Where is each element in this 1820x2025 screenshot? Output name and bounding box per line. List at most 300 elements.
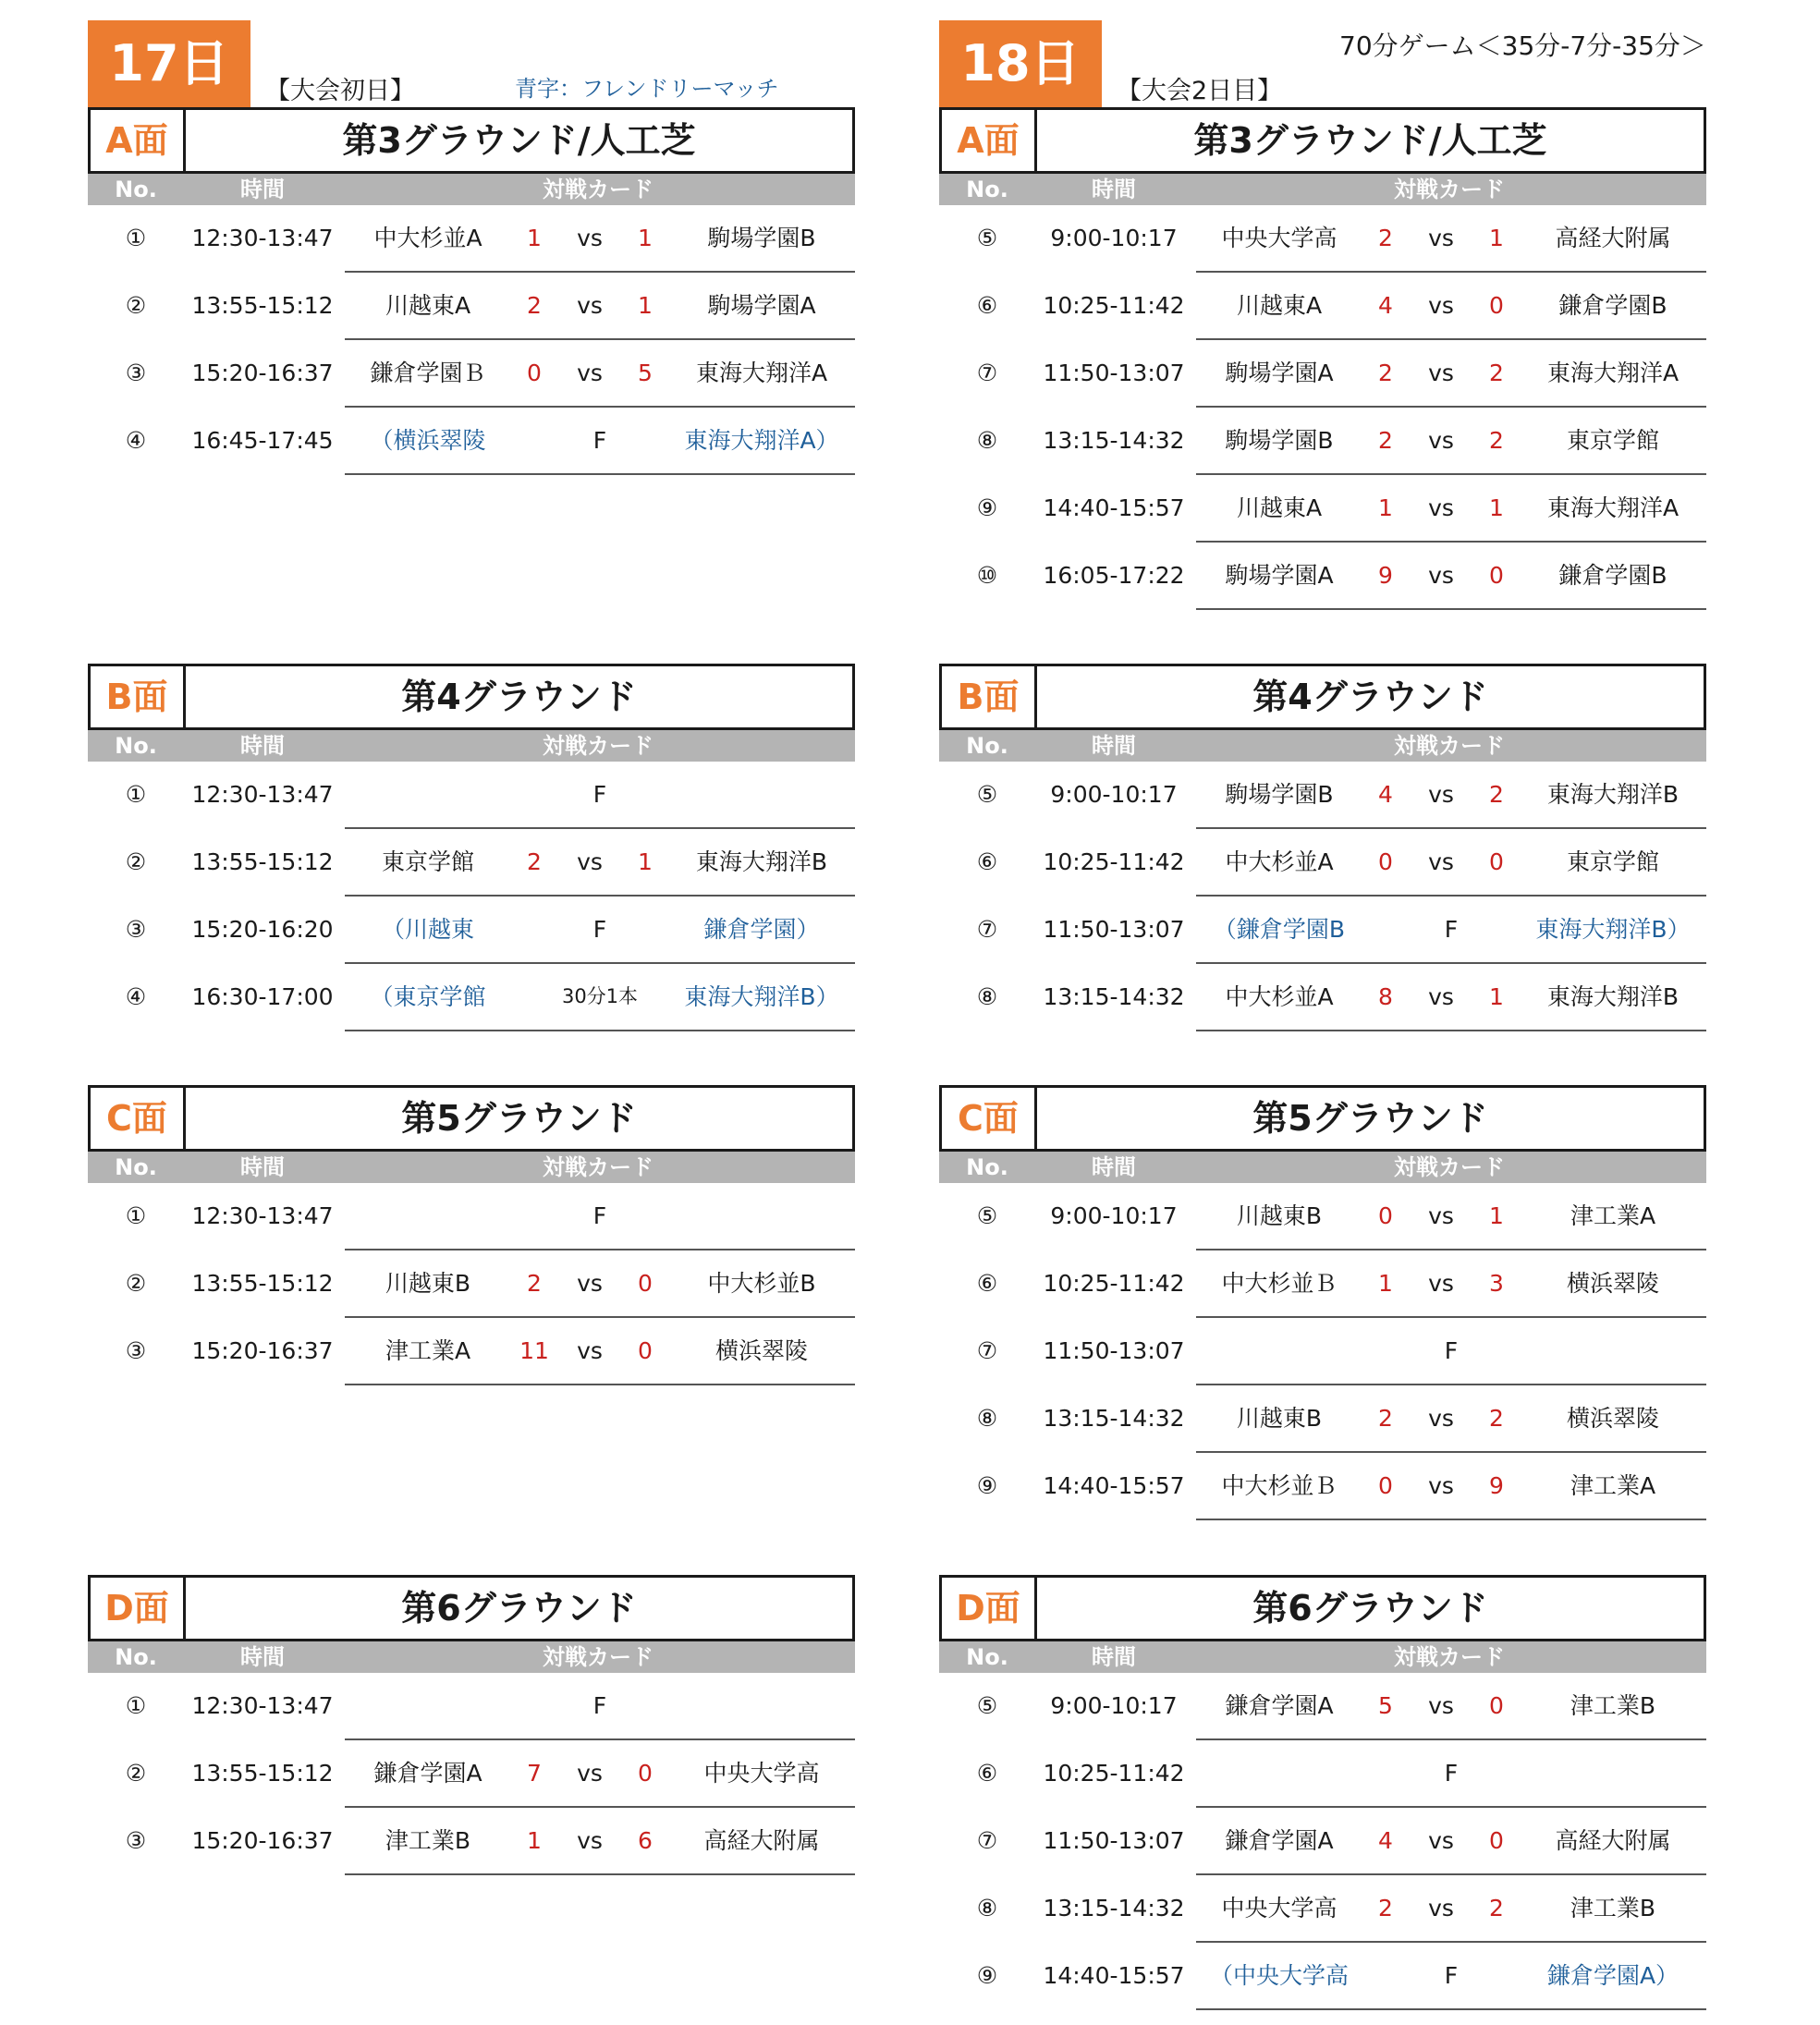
match-row — [88, 1808, 855, 1875]
match-row — [939, 1740, 1706, 1808]
away-team: 鎌倉学園A） — [1546, 1962, 1680, 1989]
home-score: 7 — [527, 1760, 542, 1787]
home-score: 9 — [1378, 562, 1393, 589]
match-number: ⑥ — [976, 292, 998, 319]
away-score: 9 — [1489, 1472, 1504, 1499]
away-team: 高経大附属 — [1555, 1827, 1671, 1854]
vs-label: vs — [1428, 1827, 1454, 1854]
match-card-header: 対戦カード — [1394, 733, 1505, 759]
match-card-header: 対戦カード — [543, 1644, 653, 1670]
home-score: 2 — [527, 1270, 542, 1297]
match-number: ③ — [125, 1337, 147, 1364]
court-label: D面 — [942, 1578, 1037, 1639]
match-row — [88, 1318, 855, 1385]
home-score: 1 — [1378, 1270, 1393, 1297]
match-number: ③ — [125, 916, 147, 943]
match-row — [939, 1875, 1706, 1943]
home-score: 2 — [1378, 360, 1393, 386]
match-number: ③ — [125, 360, 147, 386]
away-team: 津工業A — [1570, 1472, 1656, 1499]
home-team: 鎌倉学園A — [1225, 1827, 1334, 1854]
away-team: 東海大翔洋B — [1546, 983, 1680, 1010]
away-team: 駒場学園A — [707, 292, 816, 319]
match-row — [939, 1318, 1706, 1385]
home-score: 1 — [1378, 494, 1393, 521]
match-time: 13:15-14:32 — [1043, 983, 1185, 1010]
time-header: 時間 — [1092, 733, 1136, 759]
vs-label: vs — [1428, 1202, 1454, 1229]
away-team: 東海大翔洋B） — [684, 983, 839, 1010]
home-team: （東京学館 — [370, 983, 486, 1010]
home-team: 駒場学園A — [1225, 562, 1334, 589]
away-team: 東海大翔洋B） — [1535, 916, 1691, 943]
away-score: 2 — [1489, 1405, 1504, 1432]
column-headers — [939, 1641, 1706, 1673]
court-header — [939, 1085, 1706, 1152]
away-team: 高経大附属 — [703, 1827, 820, 1854]
match-row — [939, 964, 1706, 1031]
home-score: 4 — [1378, 1827, 1393, 1854]
home-score: 2 — [1378, 427, 1393, 454]
ground-name: 第5グラウンド — [1252, 1098, 1488, 1139]
court-header — [939, 1575, 1706, 1641]
column-headers — [88, 1641, 855, 1673]
no-header: No. — [115, 733, 157, 759]
home-team: 中央大学高 — [1221, 1895, 1338, 1921]
match-time: 16:30-17:00 — [191, 983, 334, 1010]
home-score: 5 — [1378, 1692, 1393, 1719]
no-header: No. — [966, 733, 1008, 759]
away-team: 東海大翔洋A — [695, 360, 828, 386]
match-number: ③ — [125, 1827, 147, 1854]
court-d-schedule — [939, 1575, 1706, 2010]
match-row — [88, 1740, 855, 1808]
match-status: F — [1444, 1760, 1459, 1787]
match-number: ⑥ — [976, 1760, 998, 1787]
match-time: 15:20-16:37 — [191, 1337, 334, 1364]
vs-label: vs — [1428, 1270, 1454, 1297]
home-team: 川越東A — [1236, 292, 1323, 319]
vs-label: vs — [577, 848, 603, 875]
away-score: 5 — [638, 360, 653, 386]
match-time: 9:00-10:17 — [1050, 781, 1178, 808]
day-subtitle: 【大会2日目】 — [1117, 77, 1283, 105]
match-number: ④ — [125, 983, 147, 1010]
match-row — [88, 1250, 855, 1318]
away-team: 津工業A — [1570, 1202, 1656, 1229]
match-time: 12:30-13:47 — [191, 225, 334, 251]
match-time: 13:15-14:32 — [1043, 427, 1185, 454]
home-team: 中大杉並A — [373, 225, 482, 251]
match-number: ⑨ — [976, 1472, 998, 1499]
match-number: ⑩ — [976, 562, 998, 589]
match-status: 30分1本 — [561, 985, 639, 1007]
match-number: ⑥ — [976, 848, 998, 875]
match-number: ② — [125, 848, 147, 875]
court-header — [88, 107, 855, 174]
match-row — [939, 897, 1706, 964]
match-row — [939, 1183, 1706, 1250]
match-time: 15:20-16:37 — [191, 360, 334, 386]
match-time: 10:25-11:42 — [1043, 848, 1185, 875]
match-time: 11:50-13:07 — [1043, 1337, 1185, 1364]
home-score: 2 — [527, 848, 542, 875]
time-header: 時間 — [240, 1154, 285, 1180]
row-divider — [345, 1384, 855, 1385]
time-header: 時間 — [240, 177, 285, 202]
match-status: F — [592, 916, 607, 943]
match-number: ② — [125, 1270, 147, 1297]
home-team: 中央大学高 — [1221, 225, 1338, 251]
home-score: 4 — [1378, 781, 1393, 808]
match-time: 9:00-10:17 — [1050, 1692, 1178, 1719]
away-score: 3 — [1489, 1270, 1504, 1297]
home-team: （中央大学高 — [1209, 1962, 1349, 1989]
row-divider — [1196, 2008, 1706, 2010]
match-status: F — [1444, 1337, 1459, 1364]
match-time: 14:40-15:57 — [1043, 1472, 1185, 1499]
match-time: 13:55-15:12 — [191, 848, 334, 875]
away-team: 駒場学園B — [707, 225, 816, 251]
home-team: 駒場学園B — [1225, 781, 1334, 808]
away-score: 2 — [1489, 360, 1504, 386]
time-header: 時間 — [1092, 1154, 1136, 1180]
match-row — [939, 408, 1706, 475]
away-score: 1 — [1489, 1202, 1504, 1229]
row-divider — [1196, 1519, 1706, 1520]
day-badge: 18日 — [939, 20, 1102, 107]
home-score: 2 — [1378, 225, 1393, 251]
time-header: 時間 — [1092, 1644, 1136, 1670]
away-team: 鎌倉学園B — [1558, 562, 1667, 589]
away-team: 中央大学高 — [703, 1760, 820, 1787]
match-time: 9:00-10:17 — [1050, 225, 1178, 251]
vs-label: vs — [1428, 427, 1454, 454]
away-team: 横浜翠陵 — [1566, 1405, 1659, 1432]
home-score: 2 — [1378, 1895, 1393, 1921]
match-time: 10:25-11:42 — [1043, 292, 1185, 319]
home-team: （横浜翠陵 — [370, 427, 486, 454]
match-row — [939, 205, 1706, 273]
row-divider — [1196, 608, 1706, 610]
court-label: C面 — [942, 1088, 1037, 1149]
away-team: 津工業B — [1570, 1692, 1656, 1719]
row-divider — [345, 1030, 855, 1031]
away-team: 東海大翔洋A — [1546, 360, 1680, 386]
away-score: 1 — [1489, 225, 1504, 251]
match-number: ⑤ — [976, 1692, 998, 1719]
match-status: F — [592, 427, 607, 454]
match-row — [88, 762, 855, 829]
day-badge: 17日 — [88, 20, 250, 107]
no-header: No. — [115, 177, 157, 202]
match-row — [88, 964, 855, 1031]
column-headers — [939, 730, 1706, 762]
away-score: 1 — [1489, 494, 1504, 521]
away-score: 1 — [638, 225, 653, 251]
match-time: 12:30-13:47 — [191, 1692, 334, 1719]
match-time: 15:20-16:37 — [191, 1827, 334, 1854]
match-time: 9:00-10:17 — [1050, 1202, 1178, 1229]
court-label: A面 — [942, 110, 1037, 171]
away-score: 0 — [1489, 562, 1504, 589]
match-time: 13:55-15:12 — [191, 292, 334, 319]
away-team: 津工業B — [1570, 1895, 1656, 1921]
match-number: ⑧ — [976, 983, 998, 1010]
match-time: 10:25-11:42 — [1043, 1760, 1185, 1787]
row-divider — [1196, 1030, 1706, 1031]
home-score: 0 — [527, 360, 542, 386]
away-score: 0 — [1489, 1692, 1504, 1719]
match-row — [939, 340, 1706, 408]
court-header — [88, 1085, 855, 1152]
match-row — [939, 1250, 1706, 1318]
match-time: 11:50-13:07 — [1043, 1827, 1185, 1854]
away-score: 0 — [1489, 848, 1504, 875]
vs-label: vs — [577, 292, 603, 319]
match-number: ⑦ — [976, 916, 998, 943]
home-score: 1 — [527, 225, 542, 251]
match-row — [88, 829, 855, 897]
match-row — [88, 1183, 855, 1250]
match-number: ⑦ — [976, 1827, 998, 1854]
vs-label: vs — [1428, 1405, 1454, 1432]
ground-name: 第6グラウンド — [1252, 1588, 1488, 1629]
away-team: 鎌倉学園B — [1558, 292, 1667, 319]
vs-label: vs — [577, 1827, 603, 1854]
no-header: No. — [966, 1154, 1008, 1180]
away-team: 東海大翔洋A） — [684, 427, 839, 454]
match-number: ⑤ — [976, 781, 998, 808]
court-c-schedule — [939, 1085, 1706, 1520]
match-status: F — [592, 1692, 607, 1719]
vs-label: vs — [1428, 292, 1454, 319]
match-number: ① — [125, 1202, 147, 1229]
away-score: 2 — [1489, 781, 1504, 808]
match-row — [939, 829, 1706, 897]
match-number: ⑤ — [976, 225, 998, 251]
match-number: ④ — [125, 427, 147, 454]
vs-label: vs — [1428, 983, 1454, 1010]
court-b-schedule — [88, 664, 855, 1031]
home-score: 2 — [1378, 1405, 1393, 1432]
match-number: ⑦ — [976, 1337, 998, 1364]
match-time: 13:15-14:32 — [1043, 1895, 1185, 1921]
home-score: 4 — [1378, 292, 1393, 319]
vs-label: vs — [1428, 225, 1454, 251]
match-time: 16:45-17:45 — [191, 427, 334, 454]
match-number: ① — [125, 781, 147, 808]
court-b-schedule — [939, 664, 1706, 1031]
away-score: 2 — [1489, 1895, 1504, 1921]
vs-label: vs — [1428, 360, 1454, 386]
home-team: 中大杉並Ｂ — [1221, 1472, 1338, 1499]
match-status: F — [1444, 916, 1459, 943]
match-time: 11:50-13:07 — [1043, 916, 1185, 943]
home-team: （鎌倉学園B — [1213, 916, 1346, 943]
match-number: ① — [125, 225, 147, 251]
away-score: 0 — [638, 1760, 653, 1787]
court-header — [88, 1575, 855, 1641]
home-score: 8 — [1378, 983, 1393, 1010]
match-row — [939, 1673, 1706, 1740]
court-header — [88, 664, 855, 730]
away-team: 横浜翠陵 — [1566, 1270, 1659, 1297]
vs-label: vs — [1428, 848, 1454, 875]
ground-name: 第4グラウンド — [401, 677, 637, 717]
home-team: 川越東B — [1236, 1405, 1323, 1432]
away-score: 0 — [1489, 292, 1504, 319]
time-header: 時間 — [240, 1644, 285, 1670]
match-time: 11:50-13:07 — [1043, 360, 1185, 386]
home-team: 鎌倉学園A — [1225, 1692, 1334, 1719]
court-label: A面 — [91, 110, 186, 171]
home-team: 中大杉並A — [1225, 983, 1334, 1010]
home-team: 中大杉並Ｂ — [1221, 1270, 1338, 1297]
match-card-header: 対戦カード — [1394, 1154, 1505, 1180]
match-time: 16:05-17:22 — [1043, 562, 1185, 589]
home-team: 津工業B — [385, 1827, 471, 1854]
row-divider — [345, 1873, 855, 1875]
match-row — [88, 340, 855, 408]
home-team: 中大杉並A — [1225, 848, 1334, 875]
match-row — [939, 475, 1706, 543]
away-score: 0 — [638, 1270, 653, 1297]
match-time: 12:30-13:47 — [191, 781, 334, 808]
vs-label: vs — [577, 1337, 603, 1364]
home-team: 東京学館 — [381, 848, 474, 875]
match-time: 15:20-16:20 — [191, 916, 334, 943]
match-number: ⑨ — [976, 1962, 998, 1989]
home-score: 2 — [527, 292, 542, 319]
away-team: 東海大翔洋A — [1546, 494, 1680, 521]
match-row — [939, 543, 1706, 610]
vs-label: vs — [1428, 781, 1454, 808]
match-number: ⑦ — [976, 360, 998, 386]
home-team: （川越東 — [381, 916, 474, 943]
match-card-header: 対戦カード — [543, 733, 653, 759]
away-score: 6 — [638, 1827, 653, 1854]
match-number: ⑧ — [976, 1895, 998, 1921]
vs-label: vs — [1428, 494, 1454, 521]
match-row — [88, 273, 855, 340]
away-score: 0 — [638, 1337, 653, 1364]
away-team: 横浜翠陵 — [715, 1337, 808, 1364]
ground-name: 第6グラウンド — [401, 1588, 637, 1629]
day-subtitle: 【大会初日】 — [265, 77, 415, 105]
court-d-schedule — [88, 1575, 855, 1875]
away-team: 東京学館 — [1566, 848, 1659, 875]
match-number: ② — [125, 292, 147, 319]
legend-note: 青字：フレンドリーマッチ — [515, 76, 779, 102]
vs-label: vs — [1428, 562, 1454, 589]
match-time: 13:15-14:32 — [1043, 1405, 1185, 1432]
vs-label: vs — [577, 1270, 603, 1297]
home-team: 駒場学園A — [1225, 360, 1334, 386]
away-team: 東海大翔洋B — [695, 848, 828, 875]
match-card-header: 対戦カード — [1394, 177, 1505, 202]
no-header: No. — [115, 1154, 157, 1180]
match-row — [88, 205, 855, 273]
match-time: 13:55-15:12 — [191, 1270, 334, 1297]
column-headers — [939, 174, 1706, 205]
court-label: B面 — [91, 666, 186, 727]
no-header: No. — [115, 1644, 157, 1670]
ground-name: 第5グラウンド — [401, 1098, 637, 1139]
match-row — [88, 897, 855, 964]
match-status: F — [592, 1202, 607, 1229]
vs-label: vs — [1428, 1895, 1454, 1921]
home-team: 鎌倉学園Ｂ — [370, 360, 486, 386]
match-row — [939, 1385, 1706, 1453]
ground-name: 第3グラウンド/人工芝 — [1193, 120, 1547, 161]
ground-name: 第4グラウンド — [1252, 677, 1488, 717]
match-time: 14:40-15:57 — [1043, 494, 1185, 521]
home-team: 津工業A — [385, 1337, 471, 1364]
home-team: 川越東A — [1236, 494, 1323, 521]
time-header: 時間 — [240, 733, 285, 759]
home-team: 川越東A — [385, 292, 471, 319]
home-score: 0 — [1378, 1472, 1393, 1499]
vs-label: vs — [1428, 1472, 1454, 1499]
court-label: D面 — [91, 1578, 186, 1639]
away-team: 高経大附属 — [1555, 225, 1671, 251]
home-score: 0 — [1378, 848, 1393, 875]
vs-label: vs — [577, 1760, 603, 1787]
court-header — [939, 664, 1706, 730]
match-number: ⑧ — [976, 1405, 998, 1432]
home-team: 鎌倉学園A — [373, 1760, 482, 1787]
ground-name: 第3グラウンド/人工芝 — [342, 120, 696, 161]
column-headers — [939, 1152, 1706, 1183]
away-score: 2 — [1489, 427, 1504, 454]
vs-label: vs — [577, 360, 603, 386]
home-team: 川越東B — [385, 1270, 471, 1297]
vs-label: vs — [1428, 1692, 1454, 1719]
match-row — [939, 762, 1706, 829]
court-label: B面 — [942, 666, 1037, 727]
vs-label: vs — [577, 225, 603, 251]
column-headers — [88, 174, 855, 205]
court-a-schedule — [939, 107, 1706, 610]
no-header: No. — [966, 177, 1008, 202]
home-score: 11 — [519, 1337, 549, 1364]
away-team: 東京学館 — [1566, 427, 1659, 454]
away-score: 1 — [638, 292, 653, 319]
away-team: 東海大翔洋B — [1546, 781, 1680, 808]
court-c-schedule — [88, 1085, 855, 1385]
match-card-header: 対戦カード — [1394, 1644, 1505, 1670]
column-headers — [88, 730, 855, 762]
match-time: 13:55-15:12 — [191, 1760, 334, 1787]
match-time: 10:25-11:42 — [1043, 1270, 1185, 1297]
match-row — [939, 1453, 1706, 1520]
match-row — [939, 273, 1706, 340]
court-header — [939, 107, 1706, 174]
match-number: ⑨ — [976, 494, 998, 521]
match-number: ⑤ — [976, 1202, 998, 1229]
match-row — [939, 1808, 1706, 1875]
home-team: 川越東B — [1236, 1202, 1323, 1229]
court-label: C面 — [91, 1088, 186, 1149]
away-score: 1 — [638, 848, 653, 875]
court-a-schedule — [88, 107, 855, 475]
match-status: F — [1444, 1962, 1459, 1989]
no-header: No. — [966, 1644, 1008, 1670]
away-score: 1 — [1489, 983, 1504, 1010]
match-row — [88, 1673, 855, 1740]
away-team: 中大杉並B — [707, 1270, 816, 1297]
